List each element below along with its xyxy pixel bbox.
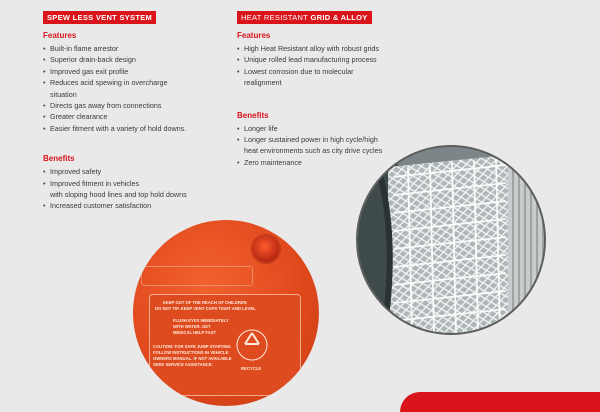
benefit-item: • Improved safety <box>43 166 233 177</box>
recycle-icon <box>235 328 269 362</box>
label-flush-2: WITH WATER. GET <box>173 324 211 329</box>
features-heading: Features <box>237 31 271 40</box>
feature-item: • Built-in flame arrestor <box>43 43 233 54</box>
vent-cap-icon <box>253 236 279 262</box>
recycle-label: RECYCLE <box>241 366 262 371</box>
label-caution-4: SEEK SERVICE ASSISTANCE. <box>153 362 213 367</box>
benefit-item: • Increased customer satisfaction <box>43 200 233 211</box>
feature-item: • Lowest corrosion due to molecular realignment <box>237 66 447 89</box>
feature-item: • Reduces acid spewing in overcharge situation <box>43 77 233 100</box>
battery-top-molding <box>141 266 253 286</box>
label-caution-2: FOLLOW INSTRUCTIONS IN VEHICLE <box>153 350 229 355</box>
bottom-accent-bar <box>400 392 600 412</box>
battery-cap-image <box>133 220 319 406</box>
benefits-heading: Benefits <box>43 154 75 164</box>
label-line-2: DO NOT TIP. KEEP VENT CAPS TIGHT AND LEVEL <box>155 306 256 311</box>
tag-text-2: VENT SYSTEM <box>95 13 153 22</box>
grid-illustration <box>358 147 544 333</box>
heat-resistant-section <box>237 7 447 168</box>
tag-text-1: HEAT RESISTANT <box>241 13 309 22</box>
benefit-item: • Longer sustained power in high cycle/high heat environments such as city drive cycles <box>237 134 447 157</box>
tag-text-2: GRID & ALLOY <box>310 13 368 22</box>
benefits-list <box>43 166 233 212</box>
label-caution-3: OWNERS MANUAL. IF NOT AVAILABLE <box>153 356 232 361</box>
label-flush-1: FLUSH EYES IMMEDIATELY <box>173 318 229 323</box>
label-flush-3: MEDICAL HELP FAST <box>173 330 217 335</box>
benefit-item: • Improved fitment in vehicles with sloping hood lines and top hold downs <box>43 178 233 201</box>
feature-item: • Easier fitment with a variety of hold downs. <box>43 123 233 134</box>
feature-item: • Improved gas exit profile <box>43 66 233 77</box>
features-list <box>237 43 447 89</box>
tag-text-1: SPEW LESS <box>47 13 94 22</box>
feature-item: • Greater clearance <box>43 111 233 122</box>
benefit-item: • Longer life <box>237 123 447 134</box>
feature-item: • Superior drain-back design <box>43 54 233 65</box>
heat-resistant-tag <box>237 11 372 24</box>
spew-less-tag <box>43 11 156 24</box>
feature-item: • Unique rolled lead manufacturing process <box>237 54 447 65</box>
spew-less-section <box>43 7 233 212</box>
feature-item: • Directs gas away from connections <box>43 100 233 111</box>
feature-item: • High Heat Resistant alloy with robust grids <box>237 43 447 54</box>
label-caution-1: CAUTION: FOR SAFE JUMP STARTING <box>153 344 231 349</box>
features-list <box>43 43 233 134</box>
features-heading: Features <box>43 31 77 40</box>
benefits-heading: Benefits <box>237 110 269 120</box>
grid-alloy-image <box>358 147 544 333</box>
label-line-1: KEEP OUT OF THE REACH OF CHILDREN <box>163 300 247 305</box>
benefit-item: • Zero maintenance <box>237 157 447 168</box>
